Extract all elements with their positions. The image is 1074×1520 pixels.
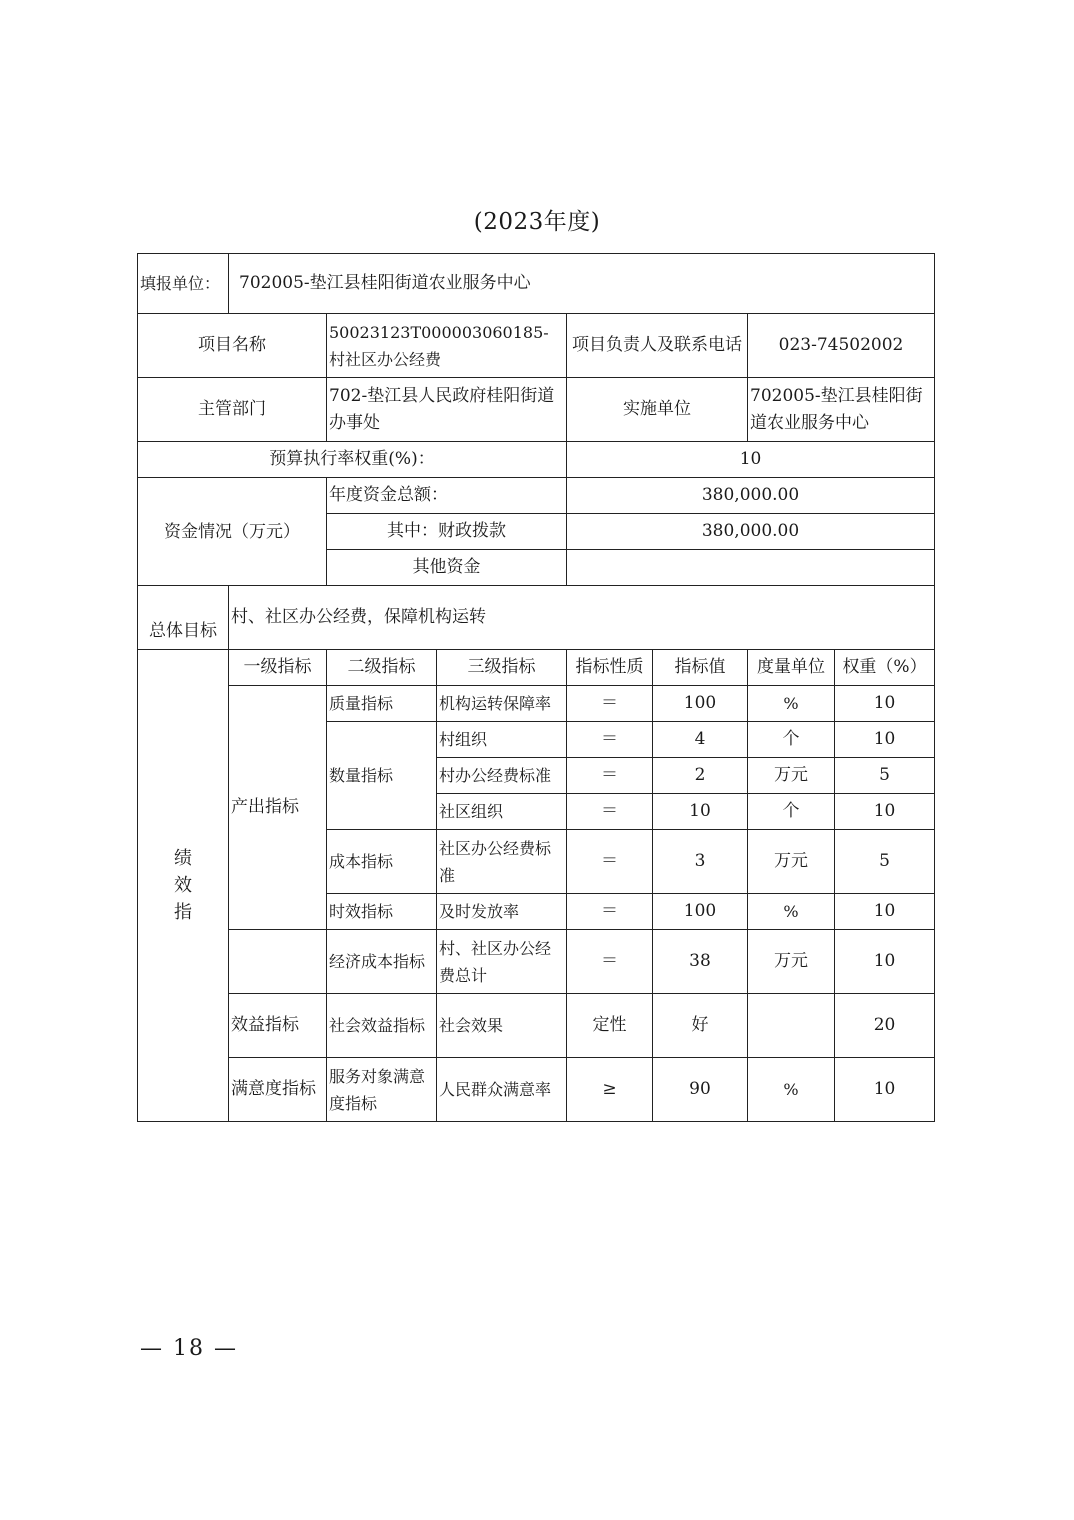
funds-total-label: 年度资金总额：: [327, 478, 567, 514]
level2-social-benefit: 社会效益指标: [327, 994, 437, 1058]
unit-cell: 万元: [748, 830, 835, 894]
nature-cell: ＝: [567, 686, 653, 722]
weight-value: 10: [567, 442, 935, 478]
dept-row: [138, 378, 935, 442]
nature-cell: 定性: [567, 994, 653, 1058]
value-cell: 4: [653, 722, 748, 758]
project-name-value: 50023123T000003060185-村社区办公经费: [327, 314, 567, 378]
level2-quality: 质量指标: [327, 686, 437, 722]
level2-quantity: 数量指标: [327, 722, 437, 830]
value-cell: 100: [653, 894, 748, 930]
weight-cell: 10: [835, 686, 935, 722]
indicator-section-text: 绩效指: [173, 848, 192, 923]
level2-cost: 成本指标: [327, 830, 437, 894]
funds-label: 资金情况（万元）: [138, 478, 327, 586]
level1-satisfaction: 满意度指标: [229, 1058, 327, 1122]
level1-output: 产出指标: [229, 686, 327, 930]
level3-cell: 社区组织: [437, 794, 567, 830]
nature-cell: ＝: [567, 830, 653, 894]
dept-value: 702-垫江县人民政府桂阳街道办事处: [327, 378, 567, 442]
level3-cell: 村、社区办公经费总计: [437, 930, 567, 994]
weight-cell: 10: [835, 1058, 935, 1122]
unit-cell: 个: [748, 722, 835, 758]
page-number: — 18 —: [140, 1336, 238, 1361]
weight-cell: 5: [835, 758, 935, 794]
unit-cell: [748, 994, 835, 1058]
level3-cell: 人民群众满意率: [437, 1058, 567, 1122]
performance-table: [137, 253, 935, 1122]
funds-other-value: [567, 550, 935, 586]
funds-other-label: 其他资金: [327, 550, 567, 586]
level3-cell: 村办公经费标准: [437, 758, 567, 794]
value-cell: 38: [653, 930, 748, 994]
impl-value: 702005-垫江县桂阳街道农业服务中心: [748, 378, 935, 442]
value-cell: 10: [653, 794, 748, 830]
level2-service-satisfaction: 服务对象满意度指标: [327, 1058, 437, 1122]
funds-fiscal-label: 其中：财政拨款: [327, 514, 567, 550]
header-level2: 二级指标: [327, 650, 437, 686]
unit-value: 702005-垫江县桂阳街道农业服务中心: [229, 254, 935, 314]
unit-cell: 万元: [748, 758, 835, 794]
weight-cell: 20: [835, 994, 935, 1058]
level3-cell: 社会效果: [437, 994, 567, 1058]
header-weight: 权重（%）: [835, 650, 935, 686]
level1-empty: [229, 930, 327, 994]
unit-cell: %: [748, 686, 835, 722]
value-cell: 100: [653, 686, 748, 722]
unit-cell: %: [748, 1058, 835, 1122]
header-nature: 指标性质: [567, 650, 653, 686]
goal-value: 村、社区办公经费，保障机构运转: [229, 586, 935, 650]
level1-benefit: 效益指标: [229, 994, 327, 1058]
level2-timeliness: 时效指标: [327, 894, 437, 930]
goal-label: 总体目标: [138, 586, 229, 650]
impl-label: 实施单位: [567, 378, 748, 442]
value-cell: 90: [653, 1058, 748, 1122]
unit-cell: 个: [748, 794, 835, 830]
header-value: 指标值: [653, 650, 748, 686]
nature-cell: ＝: [567, 930, 653, 994]
level3-cell: 村组织: [437, 722, 567, 758]
unit-cell: 万元: [748, 930, 835, 994]
project-name-label: 项目名称: [138, 314, 327, 378]
header-level3: 三级指标: [437, 650, 567, 686]
table-row: [138, 1058, 935, 1122]
weight-cell: 10: [835, 794, 935, 830]
project-name-row: [138, 314, 935, 378]
nature-cell: ＝: [567, 722, 653, 758]
nature-cell: ≥: [567, 1058, 653, 1122]
value-cell: 2: [653, 758, 748, 794]
header-unit: 度量单位: [748, 650, 835, 686]
weight-cell: 10: [835, 930, 935, 994]
nature-cell: ＝: [567, 894, 653, 930]
level2-economic-cost: 经济成本指标: [327, 930, 437, 994]
header-level1: 一级指标: [229, 650, 327, 686]
funds-total-row: [138, 478, 935, 514]
weight-label: 预算执行率权重(%)：: [138, 442, 567, 478]
page-title: (2023年度): [473, 209, 601, 235]
weight-cell: 10: [835, 894, 935, 930]
value-cell: 好: [653, 994, 748, 1058]
contact-value: 023-74502002: [748, 314, 935, 378]
unit-cell: %: [748, 894, 835, 930]
funds-fiscal-value: 380,000.00: [567, 514, 935, 550]
contact-label: 项目负责人及联系电话: [567, 314, 748, 378]
weight-cell: 10: [835, 722, 935, 758]
table-row: [138, 930, 935, 994]
indicator-section-label: [138, 650, 229, 1122]
table-row: [138, 686, 935, 722]
nature-cell: ＝: [567, 794, 653, 830]
level3-cell: 及时发放率: [437, 894, 567, 930]
indicator-header-row: [138, 650, 935, 686]
weight-row: [138, 442, 935, 478]
unit-label: 填报单位：: [138, 254, 229, 314]
dept-label: 主管部门: [138, 378, 327, 442]
unit-row: [138, 254, 935, 314]
goal-row: [138, 586, 935, 650]
level3-cell: 社区办公经费标准: [437, 830, 567, 894]
value-cell: 3: [653, 830, 748, 894]
weight-cell: 5: [835, 830, 935, 894]
level3-cell: 机构运转保障率: [437, 686, 567, 722]
nature-cell: ＝: [567, 758, 653, 794]
funds-total-value: 380,000.00: [567, 478, 935, 514]
table-row: [138, 994, 935, 1058]
